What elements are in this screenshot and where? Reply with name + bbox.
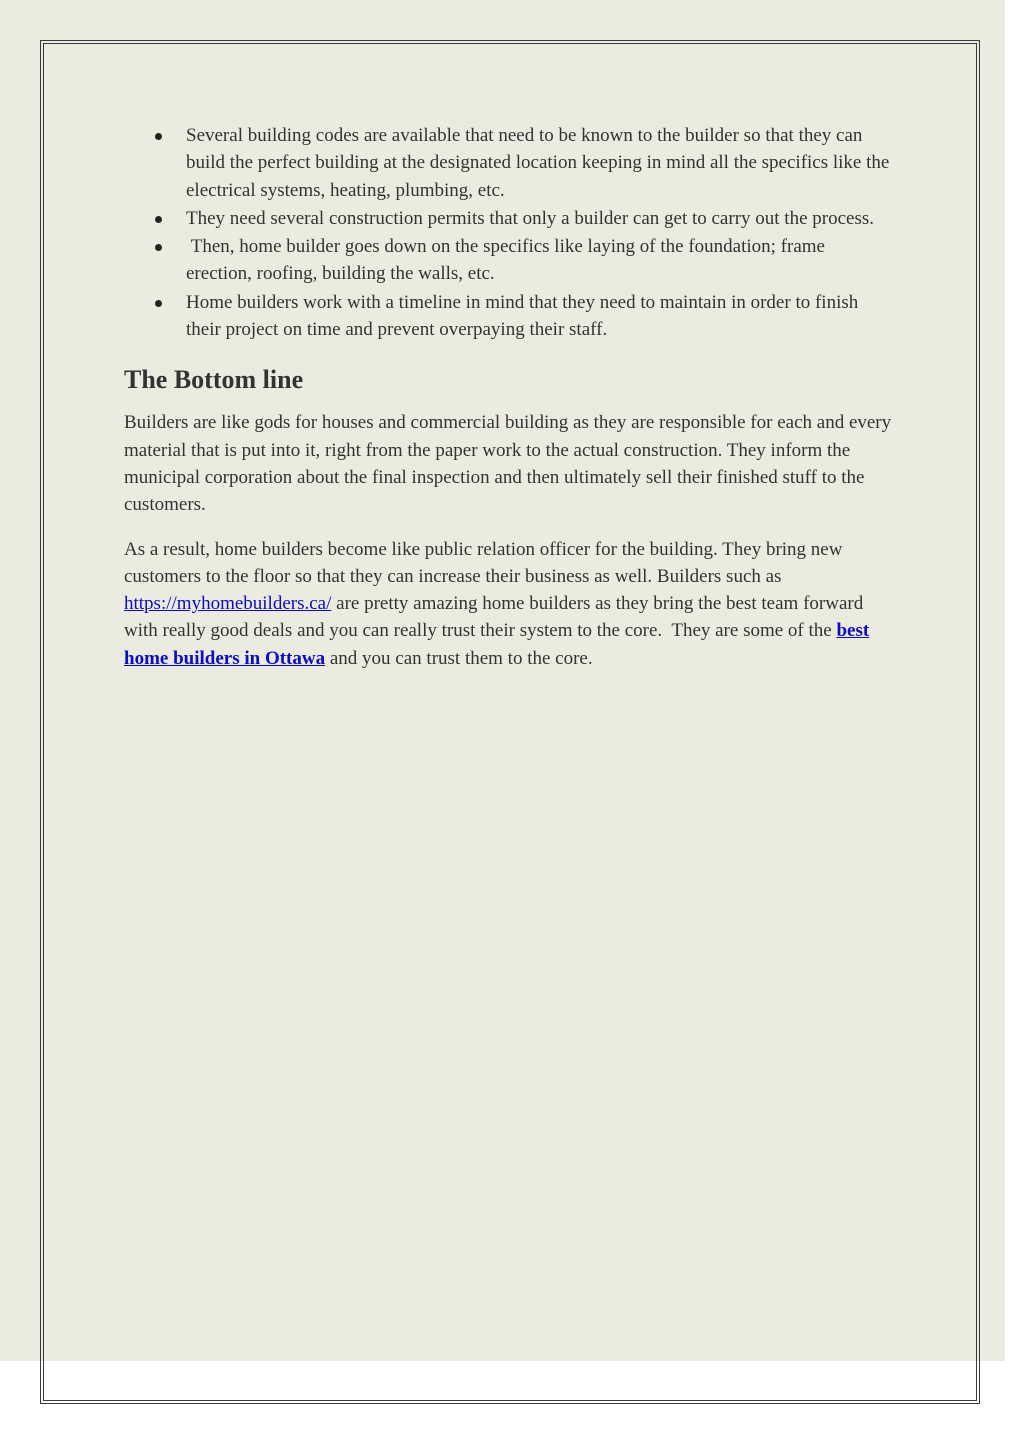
paragraph-text: As a result, home builders become like public relation officer for the building. They bring new customers to the floor so that they can increase their business as well. Builders such as [124,538,843,587]
section-heading: The Bottom line [124,365,304,395]
bullet-icon [155,216,162,223]
paragraph-text: and you can trust them to the core. [325,647,593,669]
list-item [124,122,894,204]
paragraph-text: are pretty amazing home builders as they bring the best team forward with really good deals and you can really trust their system to the core. They are some of the [124,593,868,642]
list-item-text: They need several construction permits that only a builder can get to carry out the process. [186,207,874,229]
myhomebuilders-link[interactable]: https://myhomebuilders.ca/ [124,593,332,615]
bullet-icon [155,300,162,307]
document-content [124,122,894,689]
best-home-builders-ottawa-link[interactable]: best home builders in Ottawa [124,620,870,669]
paragraph-result [124,536,894,672]
list-item-text: Several building codes are available that need to be known to the builder so that they can build the perfect building at the designated location keeping in mind all the specifics like the electrical systems, heating, plumbing, etc. [186,125,890,201]
bullet-icon [155,133,162,140]
list-item-text: Then, home builder goes down on the specifics like laying of the foundation; frame erection, roofing, building the walls, etc. [186,236,830,285]
bullet-list [124,122,894,343]
list-item [124,233,894,288]
list-item [124,289,894,344]
bullet-icon [155,244,162,251]
list-item-text: Home builders work with a timeline in mind that they need to maintain in order to finish their project on time and prevent overpaying their staff. [186,291,859,341]
list-item [124,205,894,232]
paragraph-builders: Builders are like gods for houses and commercial building as they are responsible for each and every material that is put into it, right from the paper work to the actual construction. They inform the municipal corporation about the final inspection and then ultimately sell their finished stuff to the customers. [124,412,892,516]
